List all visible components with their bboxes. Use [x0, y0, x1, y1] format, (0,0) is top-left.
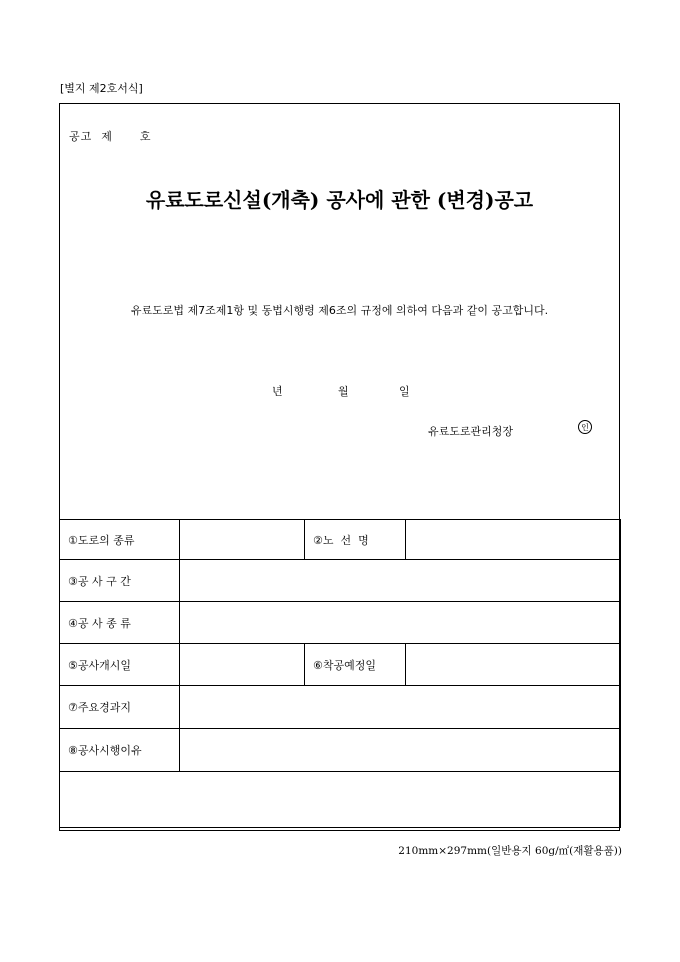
planned-start-value[interactable] — [406, 644, 621, 686]
notice-details-table — [59, 519, 621, 828]
blank-row — [60, 772, 621, 828]
date-year: 년 — [272, 385, 283, 398]
date-day: 일 — [399, 385, 410, 398]
reason-value[interactable] — [180, 729, 621, 772]
transit-value[interactable] — [180, 686, 621, 729]
paper-spec: 210mm×297mm(일반용지 60g/㎡(재활용품)) — [398, 845, 622, 857]
form-label: [별지 제2호서식] — [60, 82, 143, 95]
table-row — [60, 772, 621, 828]
route-name-value[interactable] — [406, 520, 621, 560]
seal-mark: 인 — [578, 420, 592, 434]
table-row — [60, 729, 621, 772]
route-name-label: ②노 선 명 — [305, 520, 406, 560]
table-row — [60, 602, 621, 644]
table-row — [60, 686, 621, 729]
road-type-label: ①도로의 종류 — [60, 520, 180, 560]
table-row — [60, 644, 621, 686]
table-row — [60, 560, 621, 602]
notice-number-label: 공고 제 호 — [69, 130, 152, 143]
notice-title: 유료도로신설(개축) 공사에 관한 (변경)공고 — [145, 188, 534, 212]
planned-start-label: ⑥착공예정일 — [305, 644, 406, 686]
work-type-label: ④공 사 종 류 — [60, 602, 180, 644]
date-month: 월 — [338, 385, 349, 398]
reason-label: ⑧공사시행이유 — [60, 729, 180, 772]
transit-label: ⑦주요경과지 — [60, 686, 180, 729]
section-label: ③공 사 구 간 — [60, 560, 180, 602]
start-date-value[interactable] — [180, 644, 305, 686]
notice-frame — [59, 103, 620, 831]
start-date-label: ⑤공사개시일 — [60, 644, 180, 686]
table-row — [60, 520, 621, 560]
road-type-value[interactable] — [180, 520, 305, 560]
notice-body: 유료도로법 제7조제1항 및 동법시행령 제6조의 규정에 의하여 다음과 같이 공고합니다. — [130, 304, 549, 317]
authority-name: 유료도로관리청장 — [428, 425, 514, 438]
work-type-value[interactable] — [180, 602, 621, 644]
section-value[interactable] — [180, 560, 621, 602]
